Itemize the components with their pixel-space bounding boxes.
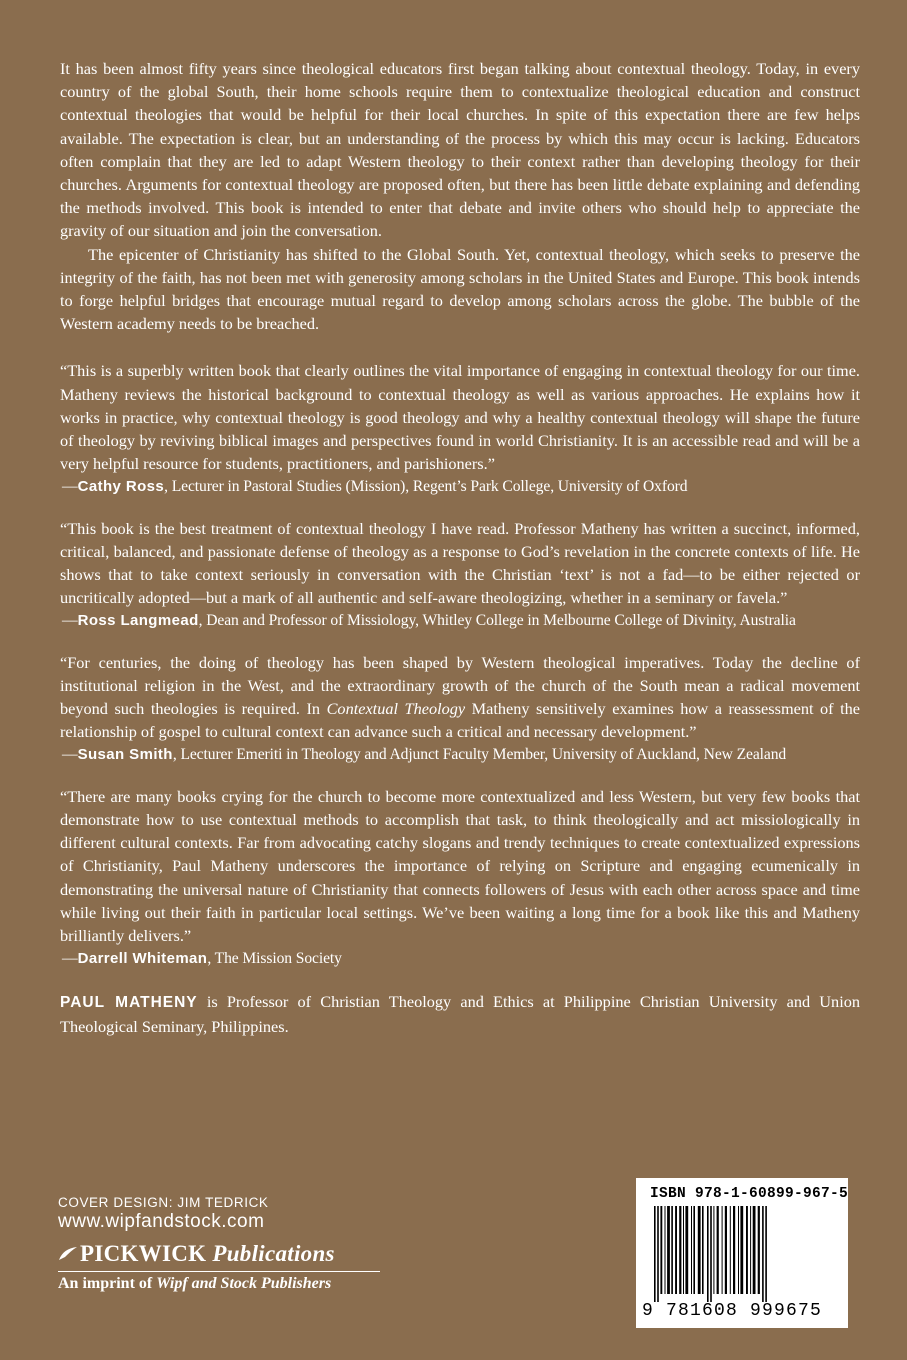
barcode-bar [758, 1206, 760, 1294]
description-paragraph-1: It has been almost fifty years since theological educators first began talking about contextual theology. Today, in every country of the global South, their home schools require them to contextualize theological education and construct contextual theologies that would be helpful for their local churches. In spite of this expectation there are few helps available. The expectation is clear, but an understanding of the process by which this may occur is lacking. Educators often complain that they are led to adapt Western theology to their context rather than developing theology for their churches. Arguments for contextual theology are proposed often, but there has been little debate explaining and defending the methods involved. This book is intended to enter that debate and invite others who should help to appreciate the gravity of our situation and join the conversation. [60, 59, 860, 241]
author-bio [60, 990, 860, 1037]
imprint-line [58, 1275, 438, 1293]
endorsement-attribution [60, 743, 860, 766]
barcode-bar [765, 1206, 767, 1302]
endorsement-text-end: Matheny sensitively examines how a reassessment of the relationship of gospel to cultural context can advance such a critical and necessary development.” [60, 699, 861, 742]
book-description [60, 57, 860, 335]
endorsement-2 [60, 517, 860, 633]
barcode-bar [660, 1206, 662, 1294]
barcode-bar [707, 1206, 709, 1302]
barcode-bar [746, 1206, 748, 1294]
endorser-name: Susan Smith [77, 746, 173, 764]
quill-icon [58, 1246, 78, 1262]
barcode-bar [702, 1206, 704, 1294]
publisher-name: PICKWICK [80, 1241, 207, 1266]
barcode-icon [644, 1206, 842, 1302]
endorsement-text-start: “For centuries, the doing of theology has been shaped by Western theological imperatives. Today the decline of institutional religion in the West, and the extraordinary growth of the church of the South mean a radical movement beyond such theologies is required. In [60, 652, 860, 719]
barcode-bar [679, 1206, 681, 1294]
endorsement-attribution [60, 475, 860, 498]
imprint-prefix: An imprint of [58, 1275, 157, 1292]
author-bio-text [60, 990, 860, 1037]
isbn-label: ISBN 978-1-60899-967-5 [650, 1186, 849, 1202]
barcode-bar [750, 1206, 751, 1294]
attribution-dash: — [62, 478, 78, 496]
barcode-bar [657, 1206, 659, 1302]
description-paragraph-2: The epicenter of Christianity has shifted to the Global South. Yet, contextual theology, which seeks to preserve the integrity of the faith, has not been met with generosity among scholars in the United States and Europe. This book intends to forge helpful bridges that encourage mutual regard to develop among scholars across the globe. The bubble of the Western academy needs to be breached. [60, 244, 860, 334]
barcode-bar [717, 1206, 719, 1294]
endorsement-text: “This book is the best treatment of contextual theology I have read. Professor Matheny has written a succinct, informed, critical, balanced, and passionate defense of theology as a response to God’s revelation in the concrete contexts of life. He shows that to take context seriously in conversation with the Christian ‘text’ is not a fad—to be either rejected or uncritically adopted—but a mark of all authentic and self-aware theologizing, whether in a seminary or favela.” [60, 518, 860, 608]
barcode-bar [698, 1206, 701, 1294]
barcode-bar [685, 1206, 688, 1294]
barcode-bar [654, 1206, 656, 1302]
publisher-logo [58, 1241, 380, 1272]
barcode-bar [667, 1206, 670, 1294]
endorser-name: Cathy Ross [77, 478, 165, 496]
endorser-name: Darrell Whiteman [77, 950, 208, 968]
barcode-number: 9 781608 999675 [642, 1301, 823, 1321]
endorsement-3 [60, 651, 860, 767]
isbn-barcode [636, 1178, 848, 1328]
barcode-bar [722, 1206, 723, 1294]
endorsement-1 [60, 359, 860, 498]
barcode-bar [713, 1206, 714, 1294]
cover-design-credit: COVER DESIGN: JIM TEDRICK [58, 1195, 269, 1210]
endorser-affiliation: , Dean and Professor of Missiology, Whitley College in Melbourne College of Divinity, Australia [198, 612, 796, 630]
author-name: PAUL MATHENY [60, 994, 198, 1012]
endorsement-4 [60, 785, 860, 971]
endorsement-text: “This is a superbly written book that clearly outlines the vital importance of engaging in contextual theology for our time. Matheny reviews the historical background to contextual theology as well as various approaches. He explains how it works in practice, why contextual theology is good theology and why a healthy contextual theology will shape the future of theology by reviving biblical images and perspectives found in world Christianity. It is an accessible read and will be a very helpful resource for students, practitioners, and parishioners.” [60, 361, 860, 474]
endorsement-attribution [60, 947, 860, 970]
barcode-bar [738, 1206, 739, 1294]
imprint-name: Wipf and Stock Publishers [156, 1275, 332, 1292]
endorsement-text [60, 651, 860, 744]
author-description: is Professor of Christian Theology and Ethics at Philippine Christian University and Union Theological Seminary, Philippines. [60, 992, 860, 1036]
barcode-bar [725, 1206, 727, 1294]
barcode-bar [691, 1206, 692, 1294]
publisher-website: www.wipfandstock.com [58, 1211, 265, 1232]
barcode-bar [671, 1206, 673, 1294]
barcode-bar [710, 1206, 712, 1302]
barcode-bar [675, 1206, 677, 1294]
barcode-bar [693, 1206, 695, 1294]
barcode-bar [733, 1206, 735, 1294]
endorsement-text: “There are many books crying for the church to become more contextualized and less Western, but very few books that demonstrate how to use contextual methods to accomplish that task, to think theologically and act missiologically in different cultural contexts. Far from advocating catchy slogans and trendy techniques to create contextualized expressions of Christianity, Paul Matheny underscores the importance of relying on Scripture and engaging ecumenically in demonstrating the universal nature of Christianity that connects followers of Jesus with each other across space and time while living out their faith in particular local settings. We’ve been waiting a long time for a book like this and Matheny brilliantly delivers.” [60, 786, 860, 945]
attribution-dash: — [62, 746, 78, 764]
barcode-bar [730, 1206, 731, 1294]
endorser-affiliation: , Lecturer in Pastoral Studies (Mission), Regent’s Park College, University of Oxford [164, 478, 688, 496]
endorsement-attribution [60, 609, 860, 632]
publisher-series: Publications [212, 1241, 335, 1266]
cover-text [60, 57, 860, 1038]
barcode-bar [762, 1206, 764, 1302]
endorser-affiliation: , The Mission Society [207, 950, 342, 968]
publisher-credits [58, 1195, 438, 1293]
endorser-name: Ross Langmead [77, 612, 199, 630]
barcode-bar [683, 1206, 684, 1294]
attribution-dash: — [62, 950, 78, 968]
barcode-bar [753, 1206, 756, 1294]
attribution-dash: — [62, 612, 78, 630]
barcode-bar [740, 1206, 743, 1294]
barcode-bar [665, 1206, 666, 1294]
book-title-italic: Contextual Theology [326, 699, 466, 719]
endorser-affiliation: , Lecturer Emeriti in Theology and Adjunct Faculty Member, University of Auckland, New Zealand [172, 746, 787, 764]
